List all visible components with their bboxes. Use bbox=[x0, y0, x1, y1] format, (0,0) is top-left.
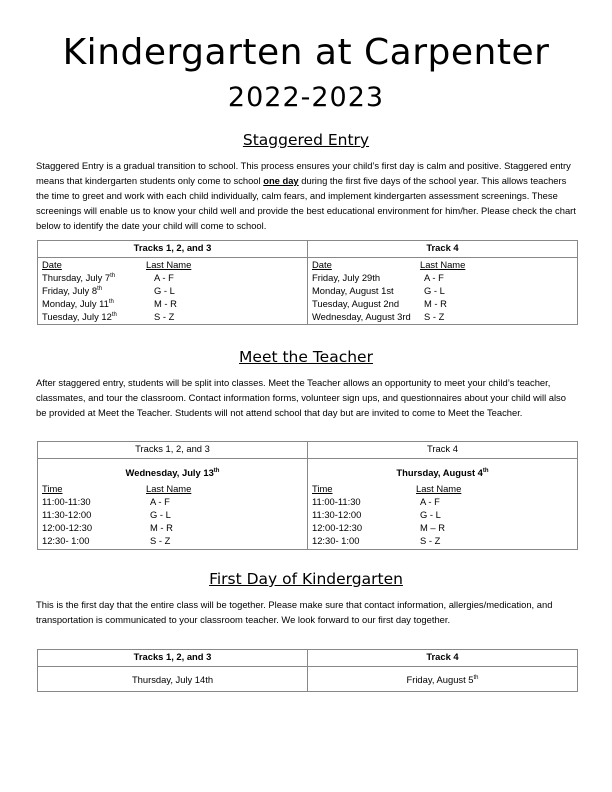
time-cell: 11:30-12:00 bbox=[42, 509, 92, 520]
last-name-cell: S - Z bbox=[150, 535, 171, 546]
track-4-header: Track 4 bbox=[308, 650, 578, 667]
last-name-cell: M - R bbox=[150, 522, 173, 533]
table-row bbox=[42, 521, 303, 534]
table-row bbox=[312, 297, 573, 310]
column-headings: Time Last Name bbox=[312, 483, 462, 494]
staggered-right-rows bbox=[312, 271, 573, 323]
meet-day-left: Wednesday, July 13th bbox=[125, 467, 220, 478]
last-name-cell: A - F bbox=[154, 272, 174, 283]
meet-right-rows bbox=[312, 495, 573, 547]
last-name-cell: A - F bbox=[150, 496, 170, 507]
first-day-heading: First Day of Kindergarten bbox=[209, 570, 403, 588]
last-name-cell: S - Z bbox=[154, 311, 175, 322]
meet-day-right: Thursday, August 4th bbox=[396, 467, 489, 478]
table-row bbox=[312, 271, 573, 284]
last-name-cell: S - Z bbox=[424, 311, 445, 322]
tracks-1-2-3-header: Tracks 1, 2, and 3 bbox=[38, 650, 308, 667]
tracks-1-2-3-header: Tracks 1, 2, and 3 bbox=[38, 442, 308, 459]
table-row bbox=[42, 284, 303, 297]
table-row bbox=[312, 310, 573, 323]
time-cell: 12:00-12:30 bbox=[42, 522, 93, 533]
table-row bbox=[312, 495, 573, 508]
date-cell: Tuesday, August 2nd bbox=[312, 298, 400, 309]
last-name-cell: S - Z bbox=[420, 535, 441, 546]
last-name-cell: M – R bbox=[420, 522, 446, 533]
date-cell: Friday, July 29th bbox=[312, 272, 381, 283]
staggered-entry-heading: Staggered Entry bbox=[242, 131, 370, 149]
first-day-right-date: Friday, August 5th bbox=[308, 667, 578, 692]
table-row bbox=[42, 534, 303, 547]
table-row bbox=[42, 310, 303, 323]
date-cell: Wednesday, August 3rd bbox=[312, 311, 411, 322]
page-title: Kindergarten at Carpenter bbox=[62, 32, 550, 73]
first-day-table bbox=[37, 649, 578, 692]
table-row bbox=[312, 521, 573, 534]
time-cell: 12:30- 1:00 bbox=[42, 535, 90, 546]
school-year: 2022-2023 bbox=[227, 82, 385, 113]
table-row bbox=[42, 508, 303, 521]
date-cell: Monday, August 1st bbox=[312, 285, 394, 296]
table-row bbox=[42, 495, 303, 508]
time-cell: 11:30-12:00 bbox=[312, 509, 362, 520]
last-name-cell: G - L bbox=[420, 509, 441, 520]
first-day-left-date: Thursday, July 14th bbox=[38, 667, 308, 692]
last-name-cell: G - L bbox=[424, 285, 445, 296]
last-name-cell: A - F bbox=[420, 496, 440, 507]
column-headings: Time Last Name bbox=[42, 483, 192, 494]
table-row bbox=[42, 271, 303, 284]
date-cell: Tuesday, July 12th bbox=[42, 311, 117, 322]
last-name-cell: M - R bbox=[154, 298, 177, 309]
date-cell: Friday, July 8th bbox=[42, 285, 103, 296]
track-4-header: Track 4 bbox=[308, 442, 578, 459]
date-cell: Monday, July 11th bbox=[42, 298, 114, 309]
table-row bbox=[312, 508, 573, 521]
last-name-cell: G - L bbox=[150, 509, 171, 520]
table-row bbox=[42, 297, 303, 310]
staggered-entry-table bbox=[37, 240, 578, 325]
date-cell: Thursday, July 7th bbox=[42, 272, 116, 283]
tracks-1-2-3-header: Tracks 1, 2, and 3 bbox=[38, 241, 308, 258]
last-name-cell: G - L bbox=[154, 285, 175, 296]
time-cell: 11:00-11:30 bbox=[42, 496, 91, 507]
meet-the-teacher-paragraph: After staggered entry, students will be split into classes. Meet the Teacher allows an opportunity to meet your child’s teacher, classmates, and tour the classroom. Contact information forms, volunteer sign ups, and questionnaires about your child will also be provided at Meet the Teacher. Students will not attend school that day but are invited to come to Meet the Teacher. bbox=[36, 377, 566, 418]
time-cell: 11:00-11:30 bbox=[312, 496, 361, 507]
staggered-left-rows bbox=[42, 271, 303, 323]
table-row bbox=[312, 534, 573, 547]
meet-the-teacher-heading: Meet the Teacher bbox=[239, 348, 373, 366]
column-headings: Date Last Name bbox=[312, 259, 466, 270]
time-cell: 12:00-12:30 bbox=[312, 522, 363, 533]
first-day-paragraph: This is the first day that the entire class will be together. Please make sure that contact information, allergies/medication, and transportation is communicated to your classroom teacher. We look forward to our first day together. bbox=[36, 599, 553, 625]
last-name-cell: A - F bbox=[424, 272, 444, 283]
last-name-cell: M - R bbox=[424, 298, 447, 309]
track-4-header: Track 4 bbox=[308, 241, 578, 258]
meet-the-teacher-table bbox=[37, 441, 578, 550]
time-cell: 12:30- 1:00 bbox=[312, 535, 360, 546]
column-headings: Date Last Name bbox=[42, 259, 192, 270]
meet-left-rows bbox=[42, 495, 303, 547]
table-row bbox=[312, 284, 573, 297]
staggered-entry-paragraph: Staggered Entry is a gradual transition to school. This process ensures your child’s first day is calm and positive. Staggered entry means that kindergarten students only come to school one day during the first five days of the school year. This allows teachers the time to greet and work with each child individually, calm fears, and implement kindergarten assessment screenings. These screenings will enable us to know your child well and provide the best educational environment for him/her. Please check the chart below to identify the date your child will come to school. bbox=[36, 160, 576, 231]
